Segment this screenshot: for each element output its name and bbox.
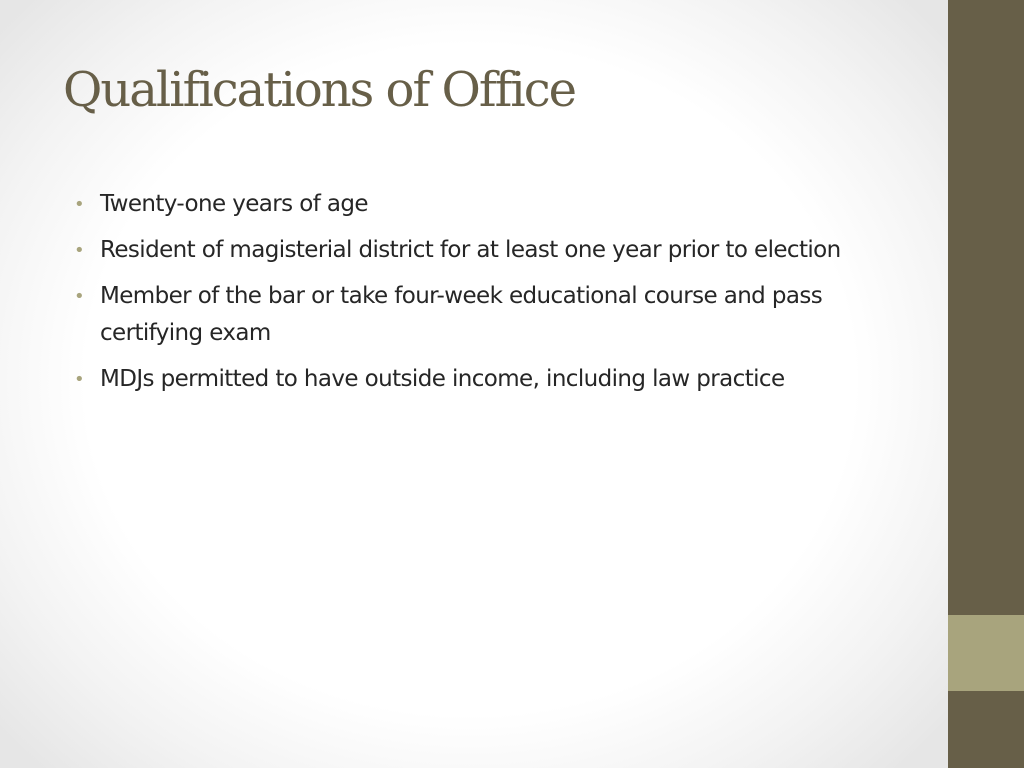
side-accent-block xyxy=(948,615,1024,691)
bullet-text: Twenty-one years of age xyxy=(100,191,368,217)
bullet-dot-icon: • xyxy=(74,240,85,261)
bullet-text: MDJs permitted to have outside income, including law practice xyxy=(100,366,785,392)
bullet-dot-icon: • xyxy=(74,369,85,390)
bullet-item xyxy=(72,186,882,223)
bullet-text: Resident of magisterial district for at least one year prior to election xyxy=(100,237,841,263)
slide-title: Qualifications of Office xyxy=(63,62,575,118)
bullet-item xyxy=(72,361,882,398)
bullet-dot-icon: • xyxy=(74,194,85,215)
bullet-item xyxy=(72,232,882,269)
bullet-text: Member of the bar or take four-week educational course and pass certifying exam xyxy=(100,283,823,346)
bullet-item xyxy=(72,278,882,352)
bullet-dot-icon: • xyxy=(74,286,85,307)
side-decorative-bar xyxy=(948,0,1024,768)
bullet-list xyxy=(72,186,882,407)
